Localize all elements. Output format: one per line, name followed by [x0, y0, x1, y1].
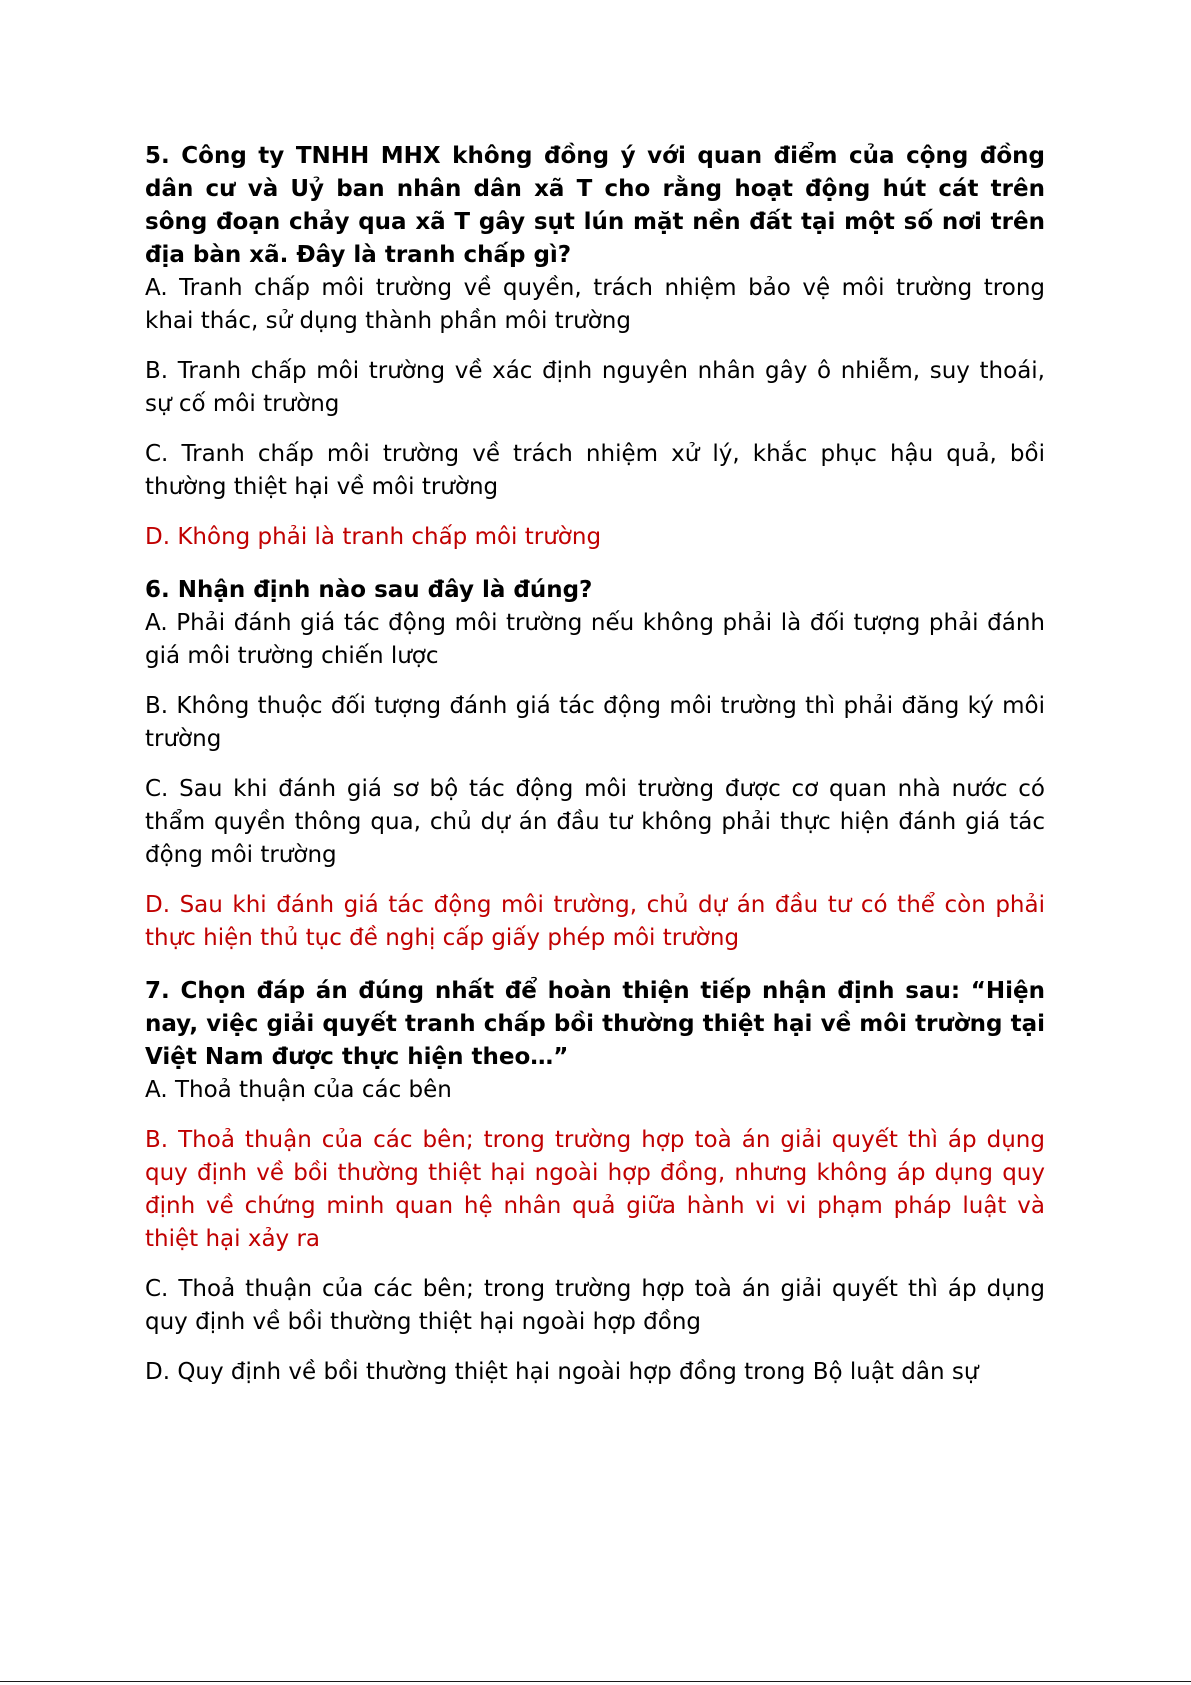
document-body: [145, 140, 1045, 1409]
option-d-correct: D. Không phải là tranh chấp môi trường: [145, 524, 602, 550]
question-title: 7. Chọn đáp án đúng nhất để hoàn thiện tiếp nhận định sau: “Hiện nay, việc giải quyết tranh chấp bồi thường thiệt hại về môi trường tại Việt Nam được thực hiện theo…”: [145, 978, 1045, 1070]
question-6: [145, 574, 1045, 955]
question-7: [145, 975, 1045, 1389]
option-d: D. Quy định về bồi thường thiệt hại ngoài hợp đồng trong Bộ luật dân sự: [145, 1359, 979, 1385]
question-title: 6. Nhận định nào sau đây là đúng?: [145, 577, 593, 603]
option-a: A. Phải đánh giá tác động môi trường nếu không phải là đối tượng phải đánh giá môi trường chiến lược: [145, 610, 1045, 669]
option-c: C. Sau khi đánh giá sơ bộ tác động môi trường được cơ quan nhà nước có thẩm quyền thông qua, chủ dự án đầu tư không phải thực hiện đánh giá tác động môi trường: [145, 776, 1045, 868]
option-d-correct: D. Sau khi đánh giá tác động môi trường, chủ dự án đầu tư có thể còn phải thực hiện thủ tục đề nghị cấp giấy phép môi trường: [145, 892, 1045, 951]
question-title: 5. Công ty TNHH MHX không đồng ý với quan điểm của cộng đồng dân cư và Uỷ ban nhân dân xã T cho rằng hoạt động hút cát trên sông đoạn chảy qua xã T gây sụt lún mặt nền đất tại một số nơi trên địa bàn xã. Đây là tranh chấp gì?: [145, 143, 1045, 268]
option-c: C. Thoả thuận của các bên; trong trường hợp toà án giải quyết thì áp dụng quy định về bồi thường thiệt hại ngoài hợp đồng: [145, 1276, 1045, 1335]
option-a: A. Thoả thuận của các bên: [145, 1077, 452, 1103]
option-c: C. Tranh chấp môi trường về trách nhiệm xử lý, khắc phục hậu quả, bồi thường thiệt hại về môi trường: [145, 441, 1045, 500]
option-b: B. Tranh chấp môi trường về xác định nguyên nhân gây ô nhiễm, suy thoái, sự cố môi trường: [145, 358, 1045, 417]
page-bottom-rule: [0, 1681, 1191, 1682]
question-5: [145, 140, 1045, 554]
option-b-correct: B. Thoả thuận của các bên; trong trường hợp toà án giải quyết thì áp dụng quy định về bồi thường thiệt hại ngoài hợp đồng, nhưng không áp dụng quy định về chứng minh quan hệ nhân quả giữa hành vi vi phạm pháp luật và thiệt hại xảy ra: [145, 1127, 1045, 1252]
option-b: B. Không thuộc đối tượng đánh giá tác động môi trường thì phải đăng ký môi trường: [145, 693, 1045, 752]
option-a: A. Tranh chấp môi trường về quyền, trách nhiệm bảo vệ môi trường trong khai thác, sử dụng thành phần môi trường: [145, 275, 1045, 334]
